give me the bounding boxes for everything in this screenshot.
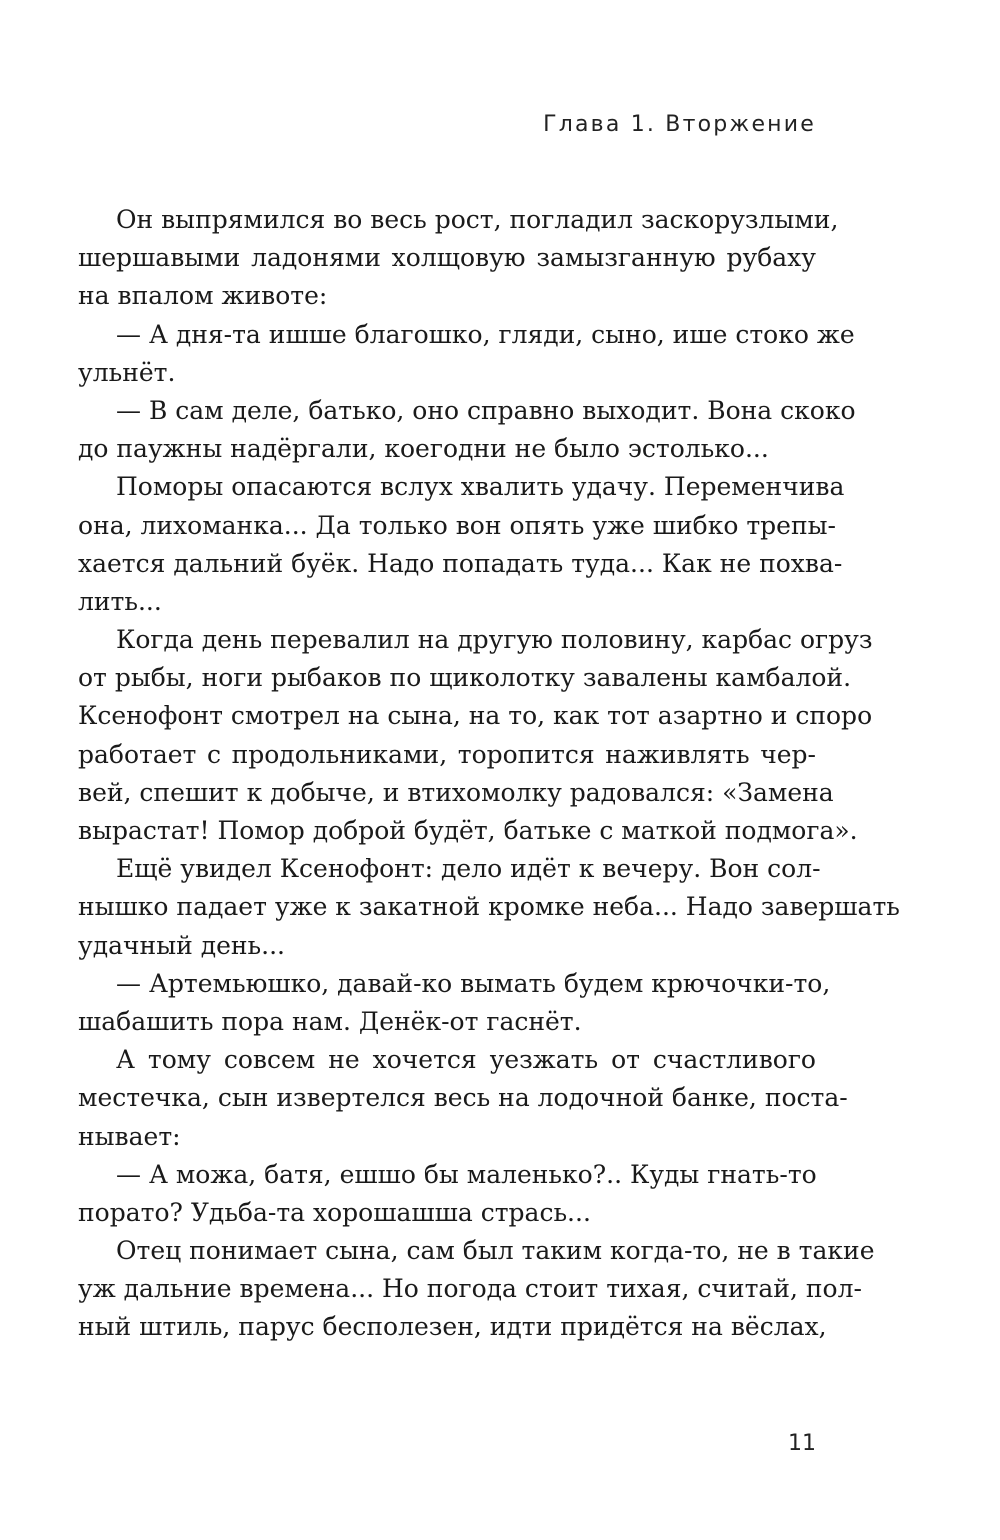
text-line: до паужны надёргали, коегодни не было эстолько...	[78, 434, 769, 464]
page-number: 11	[788, 1431, 816, 1456]
text-line: Он выпрямился во весь рост, погладил заскорузлыми,	[116, 205, 839, 234]
body-text	[78, 201, 900, 1347]
text-line: хается дальний буёк. Надо попадать туда... Как не похва-	[78, 548, 843, 578]
text-line: нышко падает уже к закатной кромке неба... Надо завершать	[78, 892, 900, 922]
text-line: она, лихоманка... Да только вон опять уже шибко трепы-	[78, 510, 836, 540]
text-line: на впалом животе:	[78, 281, 328, 311]
text-line: — В сам деле, батько, оно справно выходит. Вона скоко	[116, 395, 856, 425]
text-line: лить...	[78, 586, 162, 616]
text-line: удачный день...	[78, 930, 286, 960]
text-line: — А можа, батя, ешшо бы маленько?.. Куды гнать-то	[116, 1159, 817, 1189]
text-line: работает с продольниками, торопится наживлять чер-	[78, 739, 816, 769]
text-line: уж дальние времена... Но погода стоит тихая, считай, пол-	[78, 1274, 862, 1304]
text-line: Отец понимает сына, сам был таким когда-то, не в такие	[116, 1236, 875, 1266]
text-line: А тому совсем не хочется уезжать от счастливого	[116, 1045, 816, 1075]
text-line: Поморы опасаются вслух хвалить удачу. Переменчива	[116, 472, 845, 502]
text-line: вырастат! Помор доброй будёт, батьке с маткой подмога».	[78, 816, 858, 845]
text-line: нывает:	[78, 1121, 181, 1151]
text-line: Ещё увидел Ксенофонт: дело идёт к вечеру. Вон сол-	[116, 854, 821, 884]
text-line: шабашить пора нам. Денёк-от гаснёт.	[78, 1006, 582, 1036]
running-header: Глава 1. Вторжение	[543, 112, 816, 137]
text-line: Ксенофонт смотрел на сына, на то, как тот азартно и споро	[78, 701, 873, 731]
text-line: местечка, сын извертелся весь на лодочной банке, поста-	[78, 1083, 848, 1113]
text-line: ный штиль, парус бесполезен, идти придётся на вёслах,	[78, 1312, 827, 1342]
text-line: вей, спешит к добыче, и втихомолку радовался: «Замена	[78, 777, 834, 807]
text-line: порато? Удьба-та хорошашша стрась...	[78, 1197, 591, 1227]
text-line: Когда день перевалил на другую половину, карбас огруз	[116, 625, 873, 655]
text-line: шершавыми ладонями холщовую замызганную рубаху	[78, 243, 816, 273]
text-line: от рыбы, ноги рыбаков по щиколотку завалены камбалой.	[78, 663, 852, 693]
text-line: — А дня-та ишше благошко, гляди, сыно, ише стоко же	[116, 319, 855, 349]
text-line: — Артемьюшко, давай-ко вымать будем крючочки-то,	[116, 968, 831, 998]
text-line: ульнёт.	[78, 357, 176, 387]
